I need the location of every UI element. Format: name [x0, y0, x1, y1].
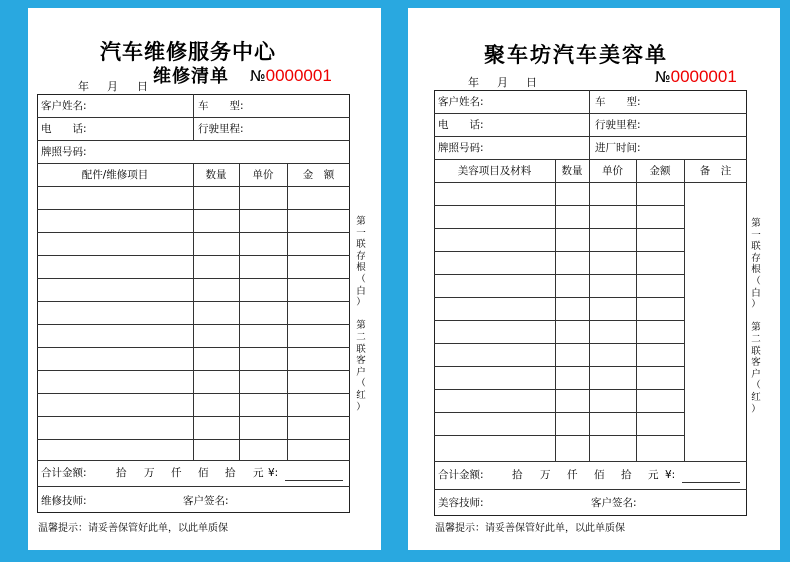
warranty-tip: 温馨提示：请妥善保管好此单，以此单质保: [435, 523, 625, 534]
date-day-label: 日: [137, 80, 148, 93]
customer-name-field[interactable]: 客户姓名:: [41, 100, 87, 112]
total-unit: 元: [648, 469, 659, 481]
serial-number: 0000001: [670, 67, 737, 86]
car-model-field[interactable]: 车 型:: [595, 96, 641, 108]
total-unit: 元: [253, 467, 264, 479]
warranty-tip: 温馨提示：请妥善保管好此单，以此单质保: [38, 523, 228, 534]
total-unit: 万: [144, 467, 155, 479]
yen-label: ¥:: [268, 467, 279, 479]
total-unit: 佰: [594, 469, 605, 481]
entry-time-field[interactable]: 进厂时间:: [595, 142, 641, 154]
serial-number: 0000001: [265, 66, 332, 85]
column-header-price: 单价: [252, 169, 274, 181]
yen-label: ¥:: [665, 469, 676, 481]
date-day-label: 日: [526, 76, 537, 89]
total-unit: 拾: [225, 467, 236, 479]
date-month-label: 月: [497, 76, 508, 89]
column-header-item: 美容项目及材料: [457, 165, 532, 177]
form-number: [655, 67, 737, 87]
copy-note-vertical: 第 一 联 存 根 （ 白 ） 第 二 联 客 户 （ 红 ）: [356, 216, 366, 413]
form-title: 聚车坊汽车美容单: [484, 42, 668, 67]
date-year-label: 年: [78, 80, 89, 93]
column-header-qty: 数量: [561, 165, 583, 177]
total-amount-input[interactable]: [682, 482, 740, 483]
column-header-amount: 金 额: [302, 169, 335, 181]
customer-signature-field[interactable]: 客户签名:: [183, 495, 229, 507]
customer-signature-field[interactable]: 客户签名:: [591, 497, 637, 509]
plate-field[interactable]: 牌照号码:: [438, 142, 484, 154]
column-header-amount: 金额: [649, 165, 671, 177]
beauty-form-sheet: [408, 8, 780, 550]
number-symbol: №: [250, 67, 266, 85]
total-unit: 拾: [621, 469, 632, 481]
form-title: 汽车维修服务中心: [100, 39, 276, 64]
total-unit: 仟: [567, 469, 578, 481]
plate-field[interactable]: 牌照号码:: [41, 146, 87, 158]
technician-field[interactable]: 美容技师:: [438, 497, 484, 509]
column-header-remarks: 备 注: [699, 165, 732, 177]
column-header-item: 配件/维修项目: [81, 169, 149, 181]
total-amount-label: 合计金额:: [438, 469, 484, 481]
phone-field[interactable]: 电 话:: [438, 119, 484, 131]
date-month-label: 月: [107, 80, 118, 93]
column-header-qty: 数量: [205, 169, 227, 181]
copy-note-vertical: 第 一 联 存 根 （ 白 ） 第 二 联 客 户 （ 红 ）: [751, 218, 761, 415]
customer-name-field[interactable]: 客户姓名:: [438, 96, 484, 108]
repair-form-sheet: [28, 8, 381, 550]
total-amount-input[interactable]: [285, 480, 343, 481]
total-unit: 佰: [198, 467, 209, 479]
total-unit: 拾: [116, 467, 127, 479]
total-unit: 万: [540, 469, 551, 481]
phone-field[interactable]: 电 话:: [41, 123, 87, 135]
date-year-label: 年: [468, 76, 479, 89]
form-number: [250, 66, 332, 86]
total-unit: 仟: [171, 467, 182, 479]
mileage-field[interactable]: 行驶里程:: [198, 123, 244, 135]
column-header-price: 单价: [602, 165, 623, 177]
technician-field[interactable]: 维修技师:: [41, 495, 87, 507]
car-model-field[interactable]: 车 型:: [198, 100, 244, 112]
total-amount-label: 合计金额:: [41, 467, 87, 479]
number-symbol: №: [655, 68, 671, 86]
total-unit: 拾: [512, 469, 523, 481]
form-subtitle: 维修清单: [153, 66, 229, 87]
mileage-field[interactable]: 行驶里程:: [595, 119, 641, 131]
